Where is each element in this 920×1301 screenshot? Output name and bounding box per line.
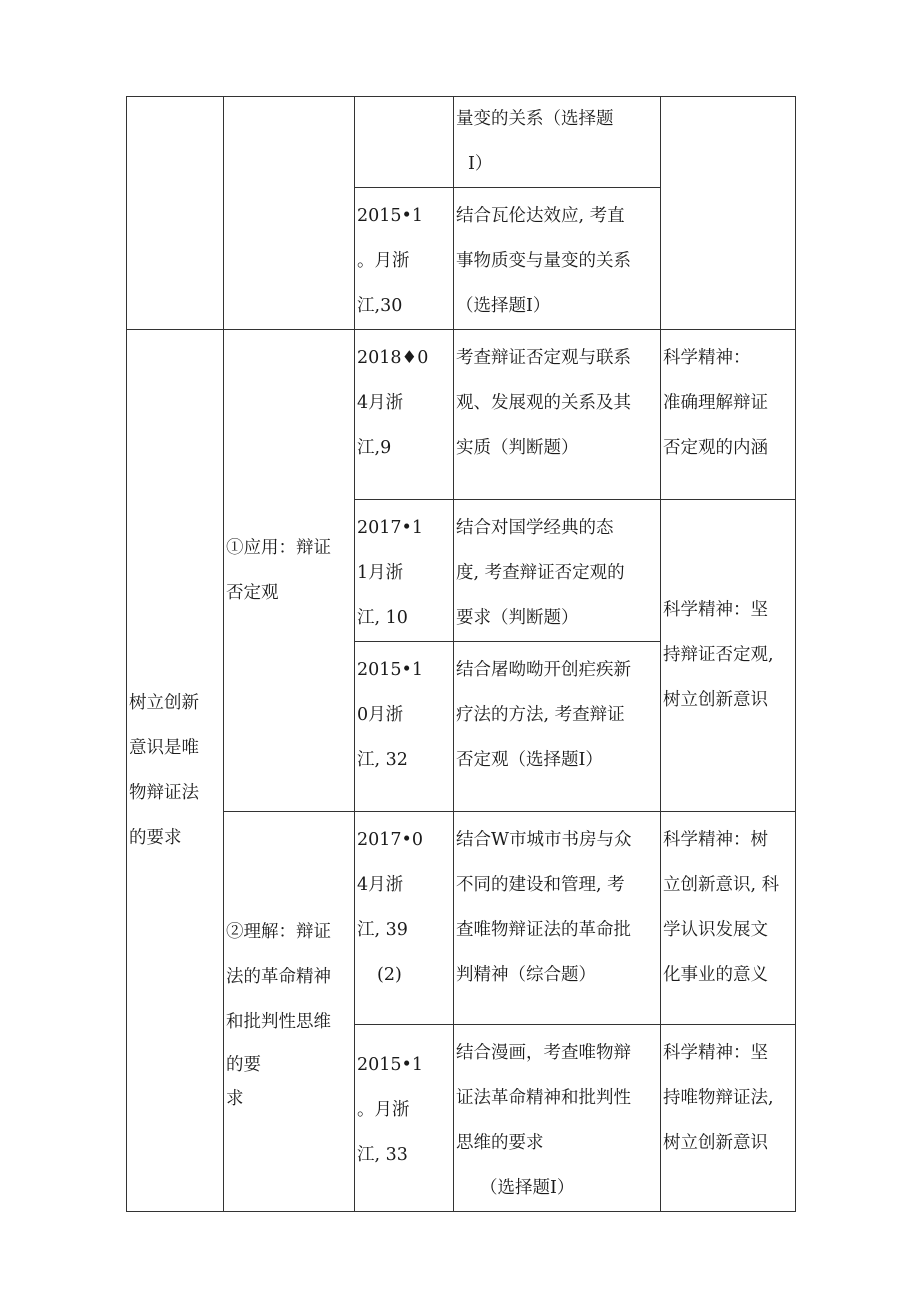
topic-line: （选择题I） bbox=[480, 1178, 575, 1198]
literacy-line: 科学精神：树 bbox=[663, 830, 768, 850]
source-cell bbox=[355, 97, 454, 188]
point-cell bbox=[224, 330, 355, 812]
literacy-cell bbox=[661, 330, 796, 500]
source-line: 江, 32 bbox=[357, 750, 408, 770]
literacy-line: 树立创新意识 bbox=[663, 690, 768, 710]
literacy-line: 科学精神： bbox=[663, 348, 751, 368]
literacy-cell bbox=[661, 1025, 796, 1212]
table-row bbox=[127, 330, 796, 500]
source-line: 江, 33 bbox=[357, 1145, 408, 1165]
literacy-cell bbox=[661, 500, 796, 812]
point-cell bbox=[224, 812, 355, 1212]
source-line: 2017•0 bbox=[357, 830, 423, 850]
point-line: ①应用：辩证 bbox=[226, 537, 331, 558]
topic-line: 结合漫画，考查唯物辩 bbox=[456, 1043, 631, 1063]
topic-line: 判精神（综合题） bbox=[456, 965, 596, 985]
source-cell bbox=[355, 642, 454, 812]
literacy-line: 科学精神：坚 bbox=[663, 600, 768, 620]
topic-cell bbox=[454, 97, 661, 188]
literacy-line: 树立创新意识 bbox=[663, 1133, 768, 1153]
source-line: 2017•1 bbox=[357, 518, 423, 538]
table-row bbox=[127, 97, 796, 188]
source-line: 4月浙 bbox=[357, 393, 404, 413]
point-cell-continued bbox=[224, 97, 355, 330]
exam-table bbox=[126, 96, 796, 1212]
source-line: 。月浙 bbox=[357, 251, 410, 271]
unit-cell bbox=[127, 330, 224, 1212]
source-line: 2015•1 bbox=[357, 1055, 423, 1075]
topic-line: 不同的建设和管理, 考 bbox=[456, 875, 625, 895]
topic-cell bbox=[454, 500, 661, 642]
source-cell bbox=[355, 812, 454, 1025]
source-line: 2018♦0 bbox=[357, 348, 429, 368]
point-line: 法的革命精神 bbox=[226, 967, 331, 987]
literacy-line: 持唯物辩证法, bbox=[663, 1088, 774, 1108]
topic-line: 结合屠呦呦开创疟疾新 bbox=[456, 660, 631, 680]
source-line: 江,9 bbox=[357, 438, 392, 458]
literacy-line: 立创新意识, 科 bbox=[663, 875, 780, 895]
point-line: 和批判性思维 bbox=[226, 1012, 331, 1032]
source-cell bbox=[355, 188, 454, 330]
literacy-line: 持辩证否定观, bbox=[663, 645, 774, 665]
topic-line: 事物质变与量变的关系 bbox=[456, 251, 631, 271]
topic-line: 思维的要求 bbox=[456, 1133, 544, 1153]
literacy-cell-continued bbox=[661, 97, 796, 330]
source-line: (2) bbox=[377, 965, 402, 985]
topic-line: 实质（判断题） bbox=[456, 438, 579, 458]
literacy-line: 科学精神：坚 bbox=[663, 1043, 768, 1063]
topic-line: 否定观（选择题I） bbox=[456, 750, 603, 770]
source-line: 江, 39 bbox=[357, 920, 408, 940]
source-line: 4月浙 bbox=[357, 875, 404, 895]
topic-line: I） bbox=[468, 154, 493, 174]
unit-line: 物辩证法 bbox=[129, 782, 199, 803]
source-cell bbox=[355, 1025, 454, 1212]
unit-line: 的要求 bbox=[129, 827, 182, 848]
point-line: 求 bbox=[226, 1089, 244, 1109]
topic-line: 结合W市城市书房与众 bbox=[456, 830, 632, 850]
source-line: 2015•1 bbox=[357, 206, 423, 226]
source-line: 2015•1 bbox=[357, 660, 423, 680]
topic-line: 证法革命精神和批判性 bbox=[456, 1088, 631, 1108]
unit-line: 树立创新 bbox=[129, 692, 199, 713]
topic-line: 疗法的方法, 考查辩证 bbox=[456, 705, 625, 725]
point-line: 的要 bbox=[226, 1055, 261, 1075]
topic-line: 度, 考查辩证否定观的 bbox=[456, 563, 625, 583]
source-line: 江, 10 bbox=[357, 608, 408, 628]
source-line: 1月浙 bbox=[357, 563, 404, 583]
topic-line: 观、发展观的关系及其 bbox=[456, 393, 631, 413]
topic-line: 结合瓦伦达效应, 考直 bbox=[456, 206, 625, 226]
source-line: 0月浙 bbox=[357, 705, 404, 725]
source-line: 江,30 bbox=[357, 296, 403, 316]
topic-cell bbox=[454, 812, 661, 1025]
topic-cell bbox=[454, 330, 661, 500]
source-line: 。月浙 bbox=[357, 1100, 410, 1120]
topic-line: 查唯物辩证法的革命批 bbox=[456, 920, 631, 940]
literacy-line: 否定观的内涵 bbox=[663, 438, 768, 458]
topic-line: 量变的关系（选择题 bbox=[456, 109, 614, 129]
unit-cell-continued bbox=[127, 97, 224, 330]
topic-cell bbox=[454, 188, 661, 330]
table-row bbox=[127, 812, 796, 1025]
literacy-cell bbox=[661, 812, 796, 1025]
topic-line: （选择题I） bbox=[456, 296, 551, 316]
literacy-line: 学认识发展文 bbox=[663, 920, 768, 940]
literacy-line: 准确理解辩证 bbox=[663, 393, 768, 413]
unit-line: 意识是唯 bbox=[129, 737, 199, 758]
literacy-line: 化事业的意义 bbox=[663, 965, 768, 985]
topic-line: 结合对国学经典的态 bbox=[456, 518, 614, 538]
topic-cell bbox=[454, 1025, 661, 1212]
topic-line: 要求（判断题） bbox=[456, 608, 579, 628]
point-line: 否定观 bbox=[226, 582, 279, 603]
topic-cell bbox=[454, 642, 661, 812]
source-cell bbox=[355, 330, 454, 500]
source-cell bbox=[355, 500, 454, 642]
topic-line: 考查辩证否定观与联系 bbox=[456, 348, 631, 368]
point-line: ②理解：辩证 bbox=[226, 922, 331, 942]
